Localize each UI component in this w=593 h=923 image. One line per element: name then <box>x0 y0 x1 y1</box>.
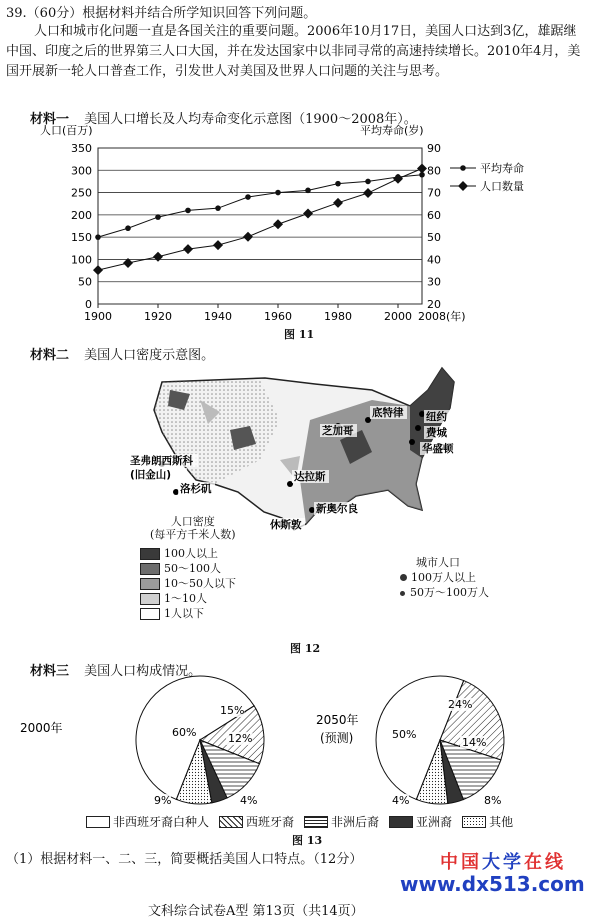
density-swatch <box>140 578 160 590</box>
pie-value-label: 12% <box>228 732 253 745</box>
left-tick-label: 200 <box>71 208 92 222</box>
watermark-url: www.dx513.com <box>400 872 585 896</box>
density-legend-item <box>140 546 236 561</box>
density-legend-item <box>140 576 236 591</box>
city-large-icon <box>400 574 407 581</box>
x-tick-label: 1980 <box>324 310 352 323</box>
pie-legend-label: 亚洲裔 <box>416 815 453 829</box>
right-axis-label: 平均寿命(岁) <box>360 124 424 137</box>
pie-charts <box>20 672 550 812</box>
plot-frame <box>98 148 422 304</box>
city-label: 华盛顿 <box>422 443 454 455</box>
left-ticks <box>71 142 92 311</box>
pie2-label: 2050年 <box>316 713 359 727</box>
point-life-expectancy <box>305 188 311 194</box>
right-tick-label: 30 <box>427 275 441 289</box>
city-label: 芝加哥 <box>322 425 354 437</box>
material1-label: 材料一 <box>30 112 70 127</box>
material2-label: 材料二 <box>30 348 70 363</box>
left-tick-label: 0 <box>85 298 92 311</box>
pie-legend-swatch <box>462 816 486 828</box>
left-axis-label: 人口(百万) <box>40 124 93 137</box>
pie-legend-item <box>86 813 209 830</box>
point-population <box>333 198 343 208</box>
city-legend-1: 100万人以上 <box>400 569 476 585</box>
city-medium-icon <box>400 591 405 596</box>
city-label: 底特律 <box>372 407 404 419</box>
figure12-caption: 图 12 <box>290 642 321 655</box>
point-life-expectancy <box>215 205 221 211</box>
point-life-expectancy <box>275 190 281 196</box>
city-legend-2: 50万～100万人 <box>400 584 489 600</box>
city-label: 达拉斯 <box>294 471 326 483</box>
density-legend-label: 10～50人以下 <box>164 577 236 590</box>
point-life-expectancy <box>185 208 191 214</box>
pie-value-label: 8% <box>484 794 502 807</box>
pie-legend-label: 其他 <box>489 815 514 829</box>
right-tick-label: 80 <box>427 164 441 178</box>
legend-diamond-icon <box>458 181 468 191</box>
density-legend-item <box>140 591 236 606</box>
x-tick-label: 1960 <box>264 310 292 323</box>
pie-legend-label: 西班牙裔 <box>246 815 295 829</box>
x-tick-label: 1900 <box>84 310 112 323</box>
density-legend-item <box>140 561 236 576</box>
point-population <box>183 244 193 254</box>
point-population <box>153 252 163 262</box>
left-tick-label: 250 <box>71 186 92 200</box>
point-population <box>393 174 403 184</box>
question-intro: 人口和城市化问题一直是各国关注的重要问题。2006年10月17日，美国人口达到3亿，雄踞继中国、印度之后的世界第三人口大国，并在发达国家中以非同寻常的高速持续增长。2010年4月，美国开展新一轮人口普查工作，引发世人对美国及世界人口问题的关注与思考。 <box>6 24 581 79</box>
point-population <box>273 219 283 229</box>
pie-legend-swatch <box>389 816 413 828</box>
pie-value-label: 24% <box>448 698 473 711</box>
city-label: 休斯敦 <box>270 519 302 531</box>
pie2-sublabel: (预测) <box>320 731 354 745</box>
material3-label: 材料三 <box>30 664 70 679</box>
city-label: 纽约 <box>426 411 447 423</box>
city-label: 洛杉矶 <box>180 483 212 495</box>
question-title: 39.（60分）根据材料并结合所学知识回答下列问题。 <box>6 6 317 21</box>
x-unit-label: 2008(年) <box>418 310 466 323</box>
point-life-expectancy <box>245 194 251 200</box>
pie-value-label: 4% <box>240 794 258 807</box>
city-label: 圣弗朗西斯科 <box>130 455 193 467</box>
point-population <box>303 209 313 219</box>
point-population <box>363 188 373 198</box>
pie-legend-label: 非洲后裔 <box>331 815 380 829</box>
x-tick-label: 2000 <box>384 310 412 323</box>
point-life-expectancy <box>95 234 101 240</box>
right-tick-label: 60 <box>427 208 441 222</box>
pie-value-label: 4% <box>392 794 410 807</box>
density-swatch <box>140 563 160 575</box>
right-ticks <box>427 142 441 311</box>
series-line <box>98 169 422 271</box>
chart-legend <box>450 161 524 193</box>
legend-label: 平均寿命 <box>480 162 524 175</box>
pie-value-label: 9% <box>154 794 172 807</box>
pie1-label: 2000年 <box>20 721 63 735</box>
figure11-caption: 图 11 <box>284 328 315 341</box>
left-tick-label: 300 <box>71 164 92 178</box>
x-tick-label: 1920 <box>144 310 172 323</box>
city-dot <box>415 425 421 431</box>
right-tick-label: 40 <box>427 253 441 267</box>
pie-legend-item <box>219 813 294 830</box>
city-legend-title: 城市人口 <box>416 556 460 569</box>
x-ticks <box>84 304 466 323</box>
line-chart <box>40 124 560 346</box>
right-tick-label: 90 <box>427 142 441 155</box>
pie-legend-swatch <box>304 816 328 828</box>
legend-label: 人口数量 <box>480 180 524 193</box>
pie-value-label: 50% <box>392 728 417 741</box>
pie-2000 <box>136 676 264 807</box>
question1: （1）根据材料一、二、三，简要概括美国人口特点。（12分） <box>6 852 363 867</box>
point-population <box>243 232 253 242</box>
density-legend-label: 1人以下 <box>164 607 204 620</box>
city-dot <box>409 439 415 445</box>
density-swatch <box>140 593 160 605</box>
pie-value-label: 15% <box>220 704 245 717</box>
pie-legend-item <box>389 813 452 830</box>
figure13-caption: 图 13 <box>292 834 323 847</box>
legend-circle-icon <box>460 165 466 171</box>
pie-value-label: 60% <box>172 726 197 739</box>
right-tick-label: 50 <box>427 231 441 245</box>
density-legend-title-2: (每平方千米人数) <box>150 528 236 541</box>
material3-title: 美国人口构成情况。 <box>84 664 202 679</box>
point-life-expectancy <box>365 179 371 185</box>
point-population <box>213 240 223 250</box>
city-label: 新奥尔良 <box>316 503 358 515</box>
pie-2050 <box>376 676 504 807</box>
page-footer: 文科综合试卷A型 第13页（共14页） <box>148 904 364 919</box>
us-density-map <box>110 360 470 540</box>
pie-legend-label: 非西班牙裔白种人 <box>113 815 210 829</box>
density-swatch <box>140 608 160 620</box>
right-tick-label: 70 <box>427 186 441 200</box>
density-legend-label: 50～100人 <box>164 562 221 575</box>
left-tick-label: 50 <box>78 275 92 289</box>
density-legend-title <box>150 515 236 541</box>
right-tick-label: 20 <box>427 298 441 311</box>
density-legend-label: 1～10人 <box>164 592 207 605</box>
material1-title: 美国人口增长及人均寿命变化示意图（1900～2008年）。 <box>84 112 417 127</box>
density-swatch <box>140 548 160 560</box>
left-tick-label: 100 <box>71 253 92 267</box>
city-label: (旧金山) <box>130 469 172 481</box>
point-life-expectancy <box>335 181 341 187</box>
density-legend-item <box>140 606 236 621</box>
point-life-expectancy <box>155 214 161 220</box>
pie-legend-swatch <box>86 816 110 828</box>
chart-grid <box>98 148 422 304</box>
density-legend <box>140 546 236 621</box>
pie-legend-item <box>304 813 379 830</box>
pie-legend-swatch <box>219 816 243 828</box>
point-population <box>417 164 427 174</box>
series-line <box>98 175 422 237</box>
material2-title: 美国人口密度示意图。 <box>84 348 215 363</box>
point-life-expectancy <box>125 225 131 231</box>
chart-series <box>93 164 427 276</box>
watermark-chars: 中国大学在线 <box>440 852 566 873</box>
density-legend-title-1: 人口密度 <box>170 515 215 528</box>
x-tick-label: 1940 <box>204 310 232 323</box>
left-tick-label: 350 <box>71 142 92 155</box>
left-tick-label: 150 <box>71 231 92 245</box>
point-population <box>93 265 103 275</box>
pie-legend <box>86 813 523 831</box>
density-legend-label: 100人以上 <box>164 547 218 560</box>
pie-legend-item <box>462 813 513 830</box>
city-label: 费城 <box>426 427 447 439</box>
pie-value-label: 14% <box>462 736 487 749</box>
